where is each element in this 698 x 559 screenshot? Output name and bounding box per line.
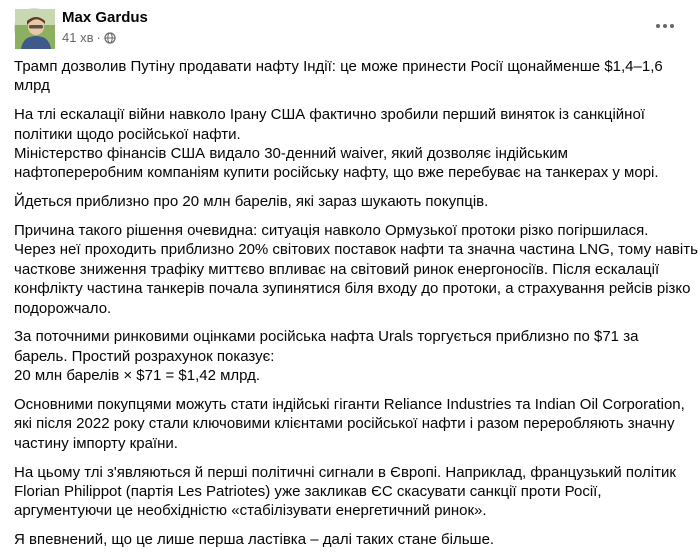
post-text-line: Florian Philippot (партія Les Patriotes) уже закликав ЄС скасувати санкції проти Росії,	[14, 483, 602, 501]
post-text-line: Я впевнений, що це лише перша ластівка – далі таких стане більше.	[14, 531, 495, 549]
post-paragraph	[14, 395, 686, 453]
globe-icon[interactable]	[104, 32, 116, 44]
post-text-line: подорожчало.	[14, 299, 112, 317]
post-paragraph	[14, 221, 698, 318]
post-text-line: 20 млн барелів × $71 = $1,42 млрд.	[14, 367, 261, 385]
post-paragraph	[14, 105, 686, 183]
more-options-button[interactable]	[650, 14, 680, 38]
post-meta	[62, 30, 116, 45]
post-text-line: часткове зниження трафіку миттєво впливає на світовий ринок енергоносіїв. Після ескалації	[14, 260, 660, 278]
post-text-line: Через неї проходить приблизно 20% світових поставок нафти та значна частина LNG, тому навіть	[14, 241, 698, 259]
post-text-line: конфлікту частина танкерів почала зупинятися біля входу до протоки, а страхування рейсів різко	[14, 280, 691, 298]
post-paragraph	[14, 463, 686, 521]
post-text-line: На тлі ескалації війни навколо Ірану США фактично зробили перший виняток із санкційної	[14, 106, 645, 124]
post-text-line: Основними покупцями можуть стати індійські гіганти Reliance Industries та Indian Oil Corporation,	[14, 396, 685, 414]
post-paragraph	[14, 57, 686, 96]
post-text-line: які після 2022 року стали ключовими клієнтами російської нафти і разом переробляють значну	[14, 415, 675, 433]
post-body	[14, 57, 698, 559]
post-text-line: Причина такого рішення очевидна: ситуація навколо Ормузької протоки різко погіршилася.	[14, 222, 649, 240]
post-text-line: Трамп дозволив Путіну продавати нафту Індії: це може принести Росії щонайменше $1,4–1,6	[14, 58, 663, 75]
post-text-line: нафтопереробним компаніям купити російську нафту, що вже перебуває на танкерах у морі.	[14, 164, 659, 182]
post-text-line: частину імпорту країни.	[14, 434, 178, 452]
author-name[interactable]: Max Gardus	[62, 9, 148, 26]
post-text-line: Йдеться приблизно про 20 млн барелів, які зараз шукають покупців.	[14, 193, 489, 211]
post-paragraph	[14, 192, 686, 211]
post-paragraph	[14, 327, 686, 385]
post-text-line: політики щодо російської нафти.	[14, 125, 241, 143]
post-text-line: Міністерство фінансів США видало 30-денний waiver, який дозволяє індійським	[14, 145, 568, 163]
more-options-icon-dot	[670, 24, 674, 28]
meta-separator: ·	[96, 30, 101, 45]
post-text-line: млрд	[14, 77, 50, 95]
avatar-image	[15, 9, 55, 49]
post-text-line: На цьому тлі з'являються й перші політичні сигнали в Європі. Наприклад, французький політик	[14, 463, 676, 481]
post-text-line: За поточними ринковими оцінками російська нафта Urals торгується приблизно по $71 за	[14, 328, 639, 346]
more-options-icon	[656, 24, 660, 28]
post-time[interactable]: 41 хв	[62, 30, 94, 45]
post-header	[14, 8, 682, 48]
more-options-icon-dot	[663, 24, 667, 28]
author-avatar[interactable]	[14, 8, 54, 48]
post-text-line: барель. Простий розрахунок показує:	[14, 347, 275, 365]
post-text-line: аргументуючи це необхідністю «стабілізувати енергетичний ринок».	[14, 502, 487, 520]
post-paragraph	[14, 530, 686, 549]
